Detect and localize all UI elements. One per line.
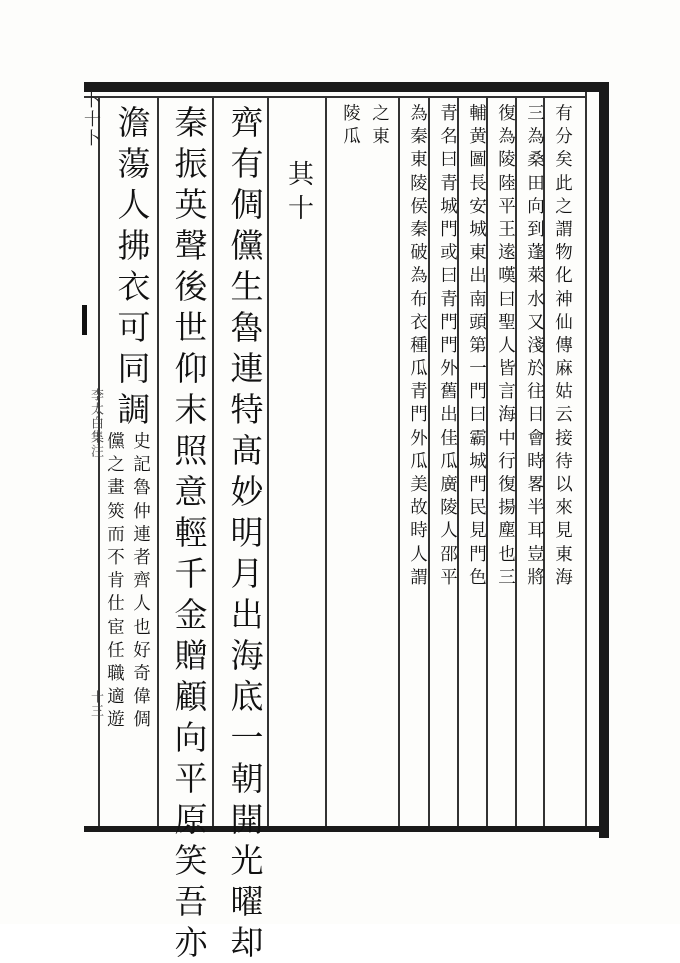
folio-page-number: 十三 [88,690,103,718]
glyph: 拂 [117,226,151,265]
glyph: 其 [287,160,314,190]
glyph: 謂 [410,567,428,588]
column-rule [157,98,159,826]
glyph: 連 [230,349,264,388]
glyph: 中 [498,428,516,449]
margin-fishtail-chars: 卜 十 卜 [84,91,101,149]
glyph: 倜 [230,185,264,224]
glyph: 為 [410,266,428,287]
glyph: 有 [555,104,573,124]
glyph: 水 [527,289,545,310]
glyph: 後 [174,267,208,306]
glyph: 復 [498,104,516,124]
glyph: 衣 [410,312,428,333]
column-rule [212,98,214,826]
glyph: 之 [372,104,390,124]
glyph: 接 [555,428,573,449]
frame-inner-top-border [84,96,587,98]
glyph: 蓬 [527,243,545,264]
glyph: 職 [107,663,125,684]
text-column [369,103,393,149]
glyph: 曰 [440,150,458,171]
glyph: 霸 [469,428,487,449]
glyph: 東 [372,127,390,148]
glyph: 門 [469,475,487,495]
glyph: 出 [440,405,458,426]
glyph: 顧 [174,677,208,716]
glyph: 青 [440,173,458,194]
glyph: 將 [527,567,545,588]
glyph: 皆 [498,359,516,380]
glyph: 魯 [133,478,151,499]
glyph: 見 [555,521,573,542]
glyph: 連 [133,524,151,545]
poem-column [227,102,267,963]
glyph: 聖 [498,312,516,333]
glyph: 魯 [230,308,264,347]
glyph: 特 [230,390,264,429]
glyph: 黄 [469,127,487,148]
glyph: 適 [107,687,125,708]
glyph: 千 [174,554,208,593]
glyph: 聲 [174,226,208,265]
text-column [524,103,548,590]
glyph: 田 [527,173,545,194]
glyph: 月 [230,554,264,593]
glyph: 塵 [498,521,516,542]
glyph: 亦 [174,923,208,962]
glyph: 好 [133,640,151,661]
glyph: 言 [498,382,516,403]
glyph: 而 [107,524,125,545]
glyph: 仰 [174,349,208,388]
glyph: 南 [469,289,487,310]
glyph: 美 [410,475,428,495]
glyph: 却 [230,923,264,962]
glyph: 門 [469,382,487,403]
glyph: 王 [498,219,516,240]
glyph: 到 [527,219,545,240]
glyph: 秦 [410,219,428,240]
glyph: 平 [498,196,516,217]
glyph: 民 [469,498,487,519]
glyph: 門 [410,405,428,426]
poem-column [114,102,154,430]
frame-bottom-border [84,826,609,832]
glyph: 曰 [498,289,516,310]
glyph: 青 [440,289,458,310]
glyph: 舊 [440,382,458,403]
glyph: 人 [440,521,458,542]
glyph: 生 [230,267,264,306]
glyph: 故 [410,498,428,519]
glyph: 為 [527,127,545,148]
glyph: 破 [410,243,428,264]
glyph: 倜 [133,710,151,731]
poem-heading [283,158,319,226]
glyph: 東 [410,150,428,171]
glyph: 邵 [440,544,458,565]
glyph: 光 [230,841,264,880]
glyph: 金 [174,595,208,634]
glyph: 行 [498,451,516,472]
glyph: 此 [555,173,573,194]
glyph: 人 [410,544,428,565]
glyph: 明 [230,513,264,552]
glyph: 傳 [555,335,573,356]
glyph: 門 [440,219,458,240]
frame-inner-right-border [585,92,587,826]
glyph: 陵 [440,498,458,519]
text-column [552,103,576,590]
text-column [407,103,431,590]
glyph: 史 [133,432,151,452]
glyph: 色 [469,567,487,588]
glyph: 見 [469,521,487,542]
column-rule [267,98,269,826]
glyph: 贈 [174,636,208,675]
glyph: 曰 [469,405,487,426]
glyph: 為 [498,127,516,148]
glyph: 不 [107,547,125,568]
glyph: 世 [174,308,208,347]
glyph: 瓜 [410,451,428,472]
glyph: 肯 [107,571,125,592]
glyph: 於 [527,359,545,380]
glyph: 麻 [555,359,573,380]
glyph: 外 [440,359,458,380]
glyph: 有 [230,144,264,183]
glyph: 三 [498,567,516,588]
glyph: 青 [410,382,428,403]
glyph: 海 [230,636,264,675]
glyph: 英 [174,185,208,224]
glyph: 瓜 [410,359,428,380]
glyph: 出 [230,595,264,634]
glyph: 種 [410,335,428,356]
text-column [495,103,519,590]
glyph: 侯 [410,196,428,217]
glyph: 或 [440,243,458,264]
glyph: 為 [410,104,428,124]
glyph: 半 [527,498,545,519]
text-column [340,103,364,149]
glyph: 之 [107,455,125,476]
glyph: 蕩 [117,144,151,183]
glyph: 城 [469,219,487,240]
glyph: 會 [527,428,545,449]
glyph: 末 [174,390,208,429]
glyph: 向 [527,196,545,217]
glyph: 化 [555,266,573,287]
glyph: 時 [410,521,428,542]
commentary-column [104,431,128,732]
poem-column [171,102,211,963]
glyph: 淺 [527,335,545,356]
glyph: 原 [174,800,208,839]
glyph: 姑 [555,382,573,403]
glyph: 陵 [343,104,361,124]
glyph: 偉 [133,687,151,708]
glyph: 安 [469,196,487,217]
glyph: 矣 [555,150,573,171]
glyph: 豈 [527,544,545,565]
glyph: 海 [498,405,516,426]
glyph: 青 [440,104,458,124]
glyph: 三 [527,104,545,124]
glyph: 平 [174,759,208,798]
glyph: 照 [174,431,208,470]
glyph: 意 [174,472,208,511]
glyph: 桑 [527,150,545,171]
glyph: 東 [555,544,573,565]
glyph: 外 [410,428,428,449]
glyph: 頭 [469,312,487,333]
commentary-column [130,431,154,732]
glyph: 者 [133,547,151,568]
glyph: 布 [410,289,428,310]
glyph: 名 [440,127,458,148]
glyph: 曰 [440,266,458,287]
glyph: 底 [230,677,264,716]
glyph: 一 [230,718,264,757]
glyph: 振 [174,144,208,183]
frame-top-border [84,82,609,92]
glyph: 門 [440,335,458,356]
glyph: 奇 [133,663,151,684]
glyph: 人 [133,594,151,615]
glyph: 可 [117,308,151,347]
glyph: 輔 [469,104,487,124]
glyph: 廣 [440,475,458,495]
glyph: 城 [469,451,487,472]
glyph: 往 [527,382,545,403]
glyph: 復 [498,475,516,495]
glyph: 門 [469,544,487,565]
glyph: 海 [555,567,573,588]
glyph: 宦 [107,617,125,638]
glyph: 人 [498,335,516,356]
glyph: 儻 [107,432,125,452]
glyph: 圖 [469,150,487,171]
glyph: 向 [174,718,208,757]
glyph: 第 [469,335,487,356]
glyph: 揚 [498,498,516,519]
glyph: 長 [469,173,487,194]
column-rule [398,98,400,826]
glyph: 陵 [498,150,516,171]
frame-right-border [599,82,609,838]
glyph: 仙 [555,312,573,333]
glyph: 遊 [107,710,125,731]
glyph: 待 [555,451,573,472]
glyph: 以 [555,475,573,495]
glyph: 調 [117,390,151,429]
glyph: 朝 [230,759,264,798]
glyph: 齊 [230,103,264,142]
column-rule [325,98,327,826]
glyph: 東 [469,243,487,264]
glyph: 來 [555,498,573,519]
text-column [437,103,461,590]
glyph: 開 [230,800,264,839]
glyph: 一 [469,359,487,380]
glyph: 十 [287,194,314,224]
glyph: 秦 [410,127,428,148]
glyph: 筴 [107,501,125,522]
glyph: 出 [469,266,487,287]
glyph: 記 [133,455,151,476]
glyph: 髙 [230,431,264,470]
glyph: 妙 [230,472,264,511]
glyph: 畫 [107,478,125,499]
glyph: 也 [133,617,151,638]
glyph: 仲 [133,501,151,522]
glyph: 門 [440,312,458,333]
glyph: 也 [498,544,516,565]
glyph: 陸 [498,173,516,194]
glyph: 笑 [174,841,208,880]
glyph: 逺 [498,243,516,264]
glyph: 物 [555,243,573,264]
glyph: 耳 [527,521,545,542]
text-column [466,103,490,590]
glyph: 任 [107,640,125,661]
folio-title: 李太白集注 [88,388,103,458]
glyph: 澹 [117,103,151,142]
glyph: 曜 [230,882,264,921]
glyph: 仕 [107,594,125,615]
glyph: 瓜 [343,127,361,148]
glyph: 佳 [440,428,458,449]
glyph: 秦 [174,103,208,142]
fishtail-mark [82,305,87,335]
glyph: 齊 [133,571,151,592]
glyph: 輕 [174,513,208,552]
glyph: 城 [440,196,458,217]
glyph: 平 [440,567,458,588]
glyph: 吾 [174,882,208,921]
glyph: 又 [527,312,545,333]
glyph: 嘆 [498,266,516,287]
glyph: 之 [555,196,573,217]
glyph: 云 [555,405,573,426]
glyph: 神 [555,289,573,310]
glyph: 瓜 [440,451,458,472]
glyph: 分 [555,127,573,148]
glyph: 同 [117,349,151,388]
glyph: 時 [527,451,545,472]
glyph: 人 [117,185,151,224]
glyph: 日 [527,405,545,426]
glyph: 萊 [527,266,545,287]
glyph: 儻 [230,226,264,265]
glyph: 衣 [117,267,151,306]
glyph: 畧 [527,475,545,495]
glyph: 陵 [410,173,428,194]
glyph: 謂 [555,219,573,240]
